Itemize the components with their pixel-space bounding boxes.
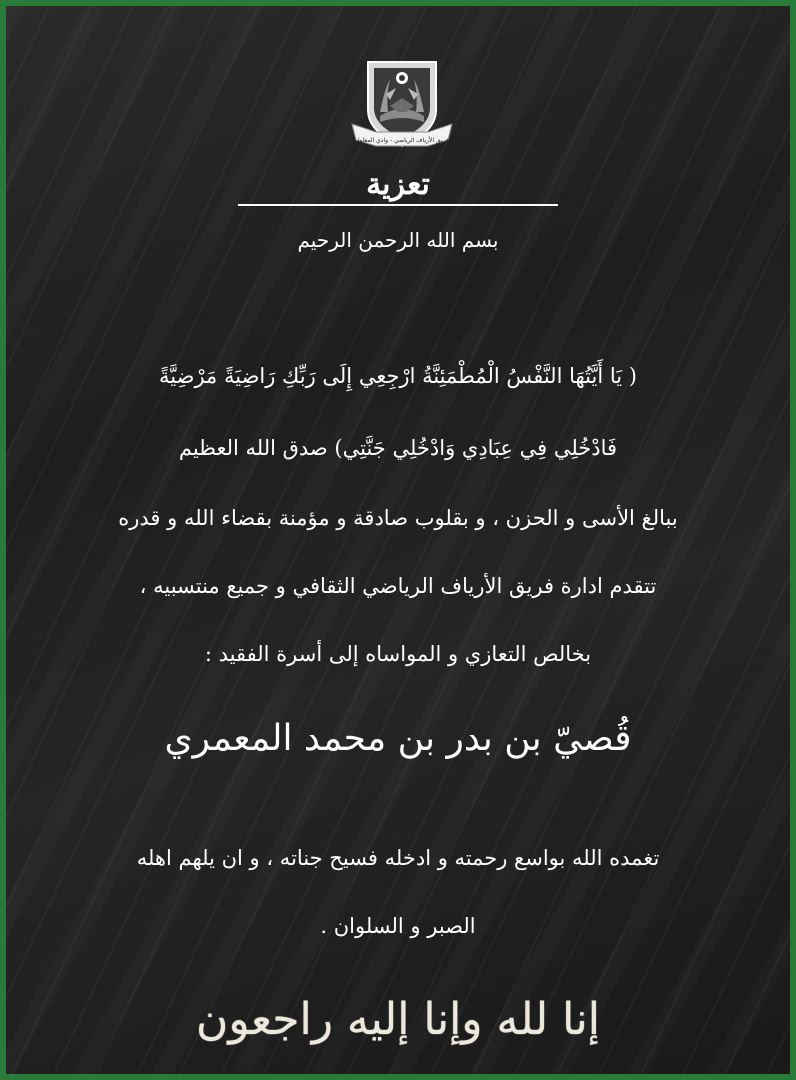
- prayer-line-2: الصبر و السلوان .: [320, 914, 476, 938]
- message-line-1: ببالغ الأسى و الحزن ، و بقلوب صادقة و مؤمنة بقضاء الله و قدره: [118, 506, 678, 530]
- prayer-line-1: تغمده الله بواسع رحمته و ادخله فسيح جناته ، و ان يلهم اهله: [136, 846, 660, 870]
- message-line-3: بخالص التعازي و المواساه إلى أسرة الفقيد :: [204, 642, 592, 666]
- basmala: بسم الله الرحمن الرحيم: [297, 228, 499, 252]
- team-crest-logo: [346, 54, 458, 154]
- deceased-name: قُصيّ بن بدر بن محمد المعمري: [164, 718, 632, 759]
- message-line-2: تتقدم ادارة فريق الأرياف الرياضي الثقافي و جميع منتسبيه ،: [139, 574, 657, 598]
- verse-line-1: ( يَا أَيَّتُهَا النَّفْسُ الْمُطْمَئِنَّةُ ارْجِعِي إِلَى رَبِّكِ رَاضِيَةً مَرْضِيَّةً: [159, 364, 637, 388]
- title-underline: [238, 167, 558, 206]
- condolence-card: [6, 6, 790, 1074]
- verse-line-2: فَادْخُلِي فِي عِبَادِي وَادْخُلِي جَنَّتِي) صدق الله العظيم: [178, 436, 618, 460]
- closing-calligraphy-text: إنا لله وإنا إليه راجعون: [196, 994, 600, 1045]
- title-row: [6, 166, 790, 206]
- page-title: تعزية: [366, 167, 430, 202]
- closing-calligraphy: [186, 968, 610, 1068]
- logo-banner-text: فريق الأرياف الرياضي - وادي المعاول: [355, 137, 449, 144]
